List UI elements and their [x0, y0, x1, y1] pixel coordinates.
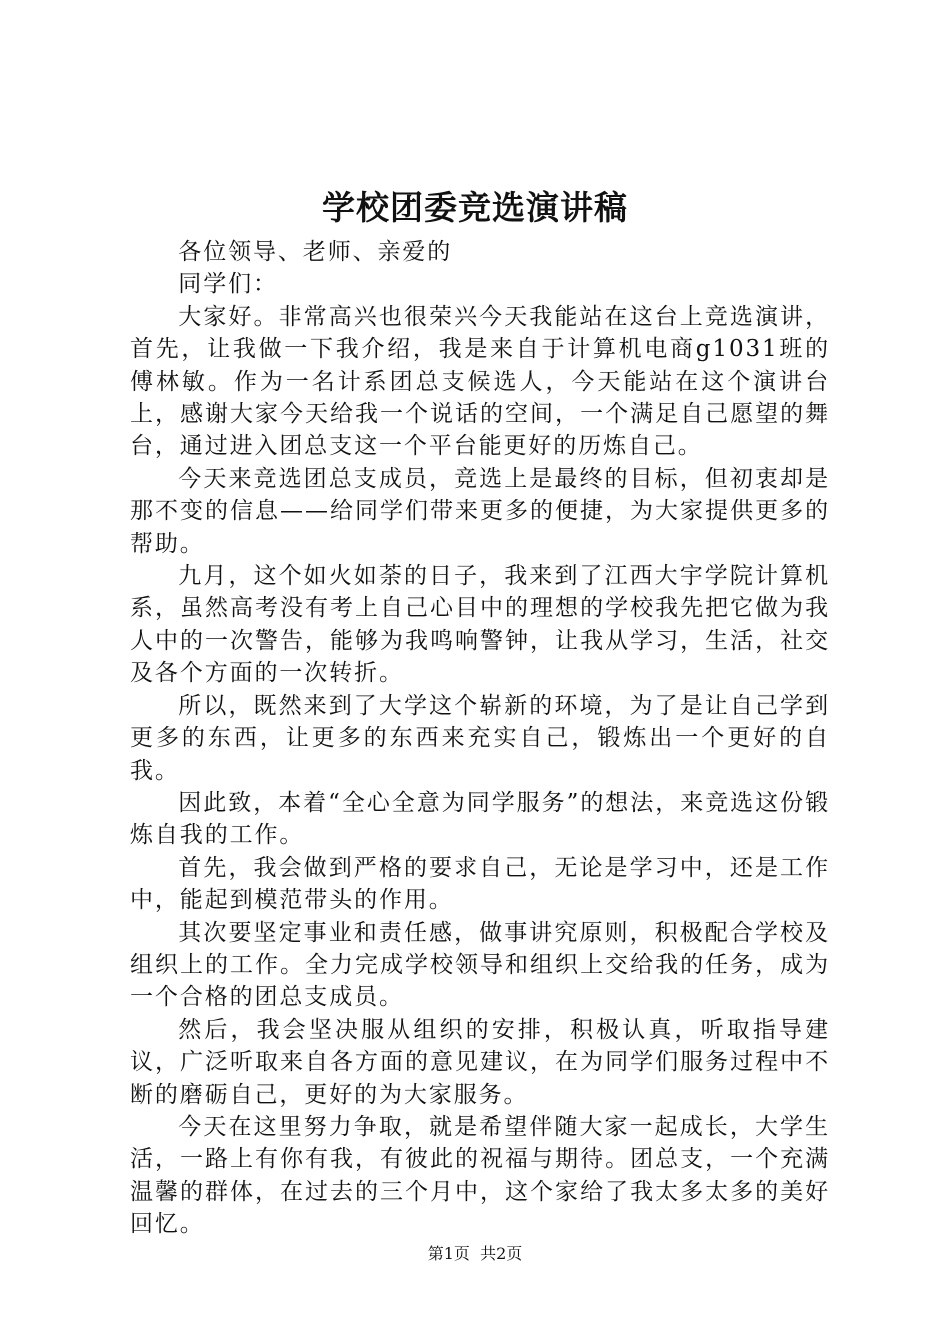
paragraph: 大家好。非常高兴也很荣兴今天我能站在这台上竞选演讲，首先，让我做一下我介绍，我是来自于计算机电商g1031班的傅林敏。作为一名计系团总支候选人，今天能站在这个演讲台上，感谢大家今天给我一个说话的空间，一个满足自己愿望的舞台，通过进入团总支这一个平台能更好的历炼自己。	[130, 303, 830, 460]
paragraph: 首先，我会做到严格的要求自己，无论是学习中，还是工作中，能起到模范带头的作用。	[130, 854, 830, 914]
page-footer	[0, 1242, 950, 1266]
paragraph: 九月，这个如火如荼的日子，我来到了江西大宇学院计算机系，虽然高考没有考上自己心目中的理想的学校我先把它做为我人中的一次警告，能够为我鸣响警钟，让我从学习，生活，社交及各个方面的一次转折。	[130, 563, 830, 687]
footer-separator	[470, 1244, 480, 1263]
paragraph: 其次要坚定事业和责任感，做事讲究原则，积极配合学校及组织上的工作。全力完成学校领导和组织上交给我的任务，成为一个合格的团总支成员。	[130, 919, 830, 1011]
paragraph: 然后，我会坚决服从组织的安排，积极认真，听取指导建议，广泛听取来自各方面的意见建议，在为同学们服务过程中不断的磨砺自己，更好的为大家服务。	[130, 1016, 830, 1108]
paragraph: 各位领导、老师、亲爱的	[178, 239, 453, 265]
paragraph: 今天在这里努力争取，就是希望伴随大家一起成长，大学生活，一路上有你有我，有彼此的祝福与期待。团总支，一个充满温馨的群体，在过去的三个月中，这个家给了我太多太多的美好回忆。	[130, 1113, 830, 1238]
document-title: 学校团委竞选演讲稿	[322, 188, 628, 227]
paragraph: 同学们：	[178, 271, 278, 298]
document-body	[130, 236, 830, 1241]
paragraph: 所以，既然来到了大学这个崭新的环境，为了是让自己学到更多的东西，让更多的东西来充实自己，锻炼出一个更好的自我。	[130, 692, 830, 784]
paragraph: 因此致，本着“全心全意为同学服务”的想法，来竞选这份锻炼自我的工作。	[130, 789, 830, 849]
page-number: 第1页	[427, 1244, 470, 1263]
page-total: 共2页	[480, 1244, 523, 1263]
paragraph: 今天来竞选团总支成员，竞选上是最终的目标，但初衷却是那不变的信息——给同学们带来更多的便捷，为大家提供更多的帮助。	[130, 465, 830, 557]
